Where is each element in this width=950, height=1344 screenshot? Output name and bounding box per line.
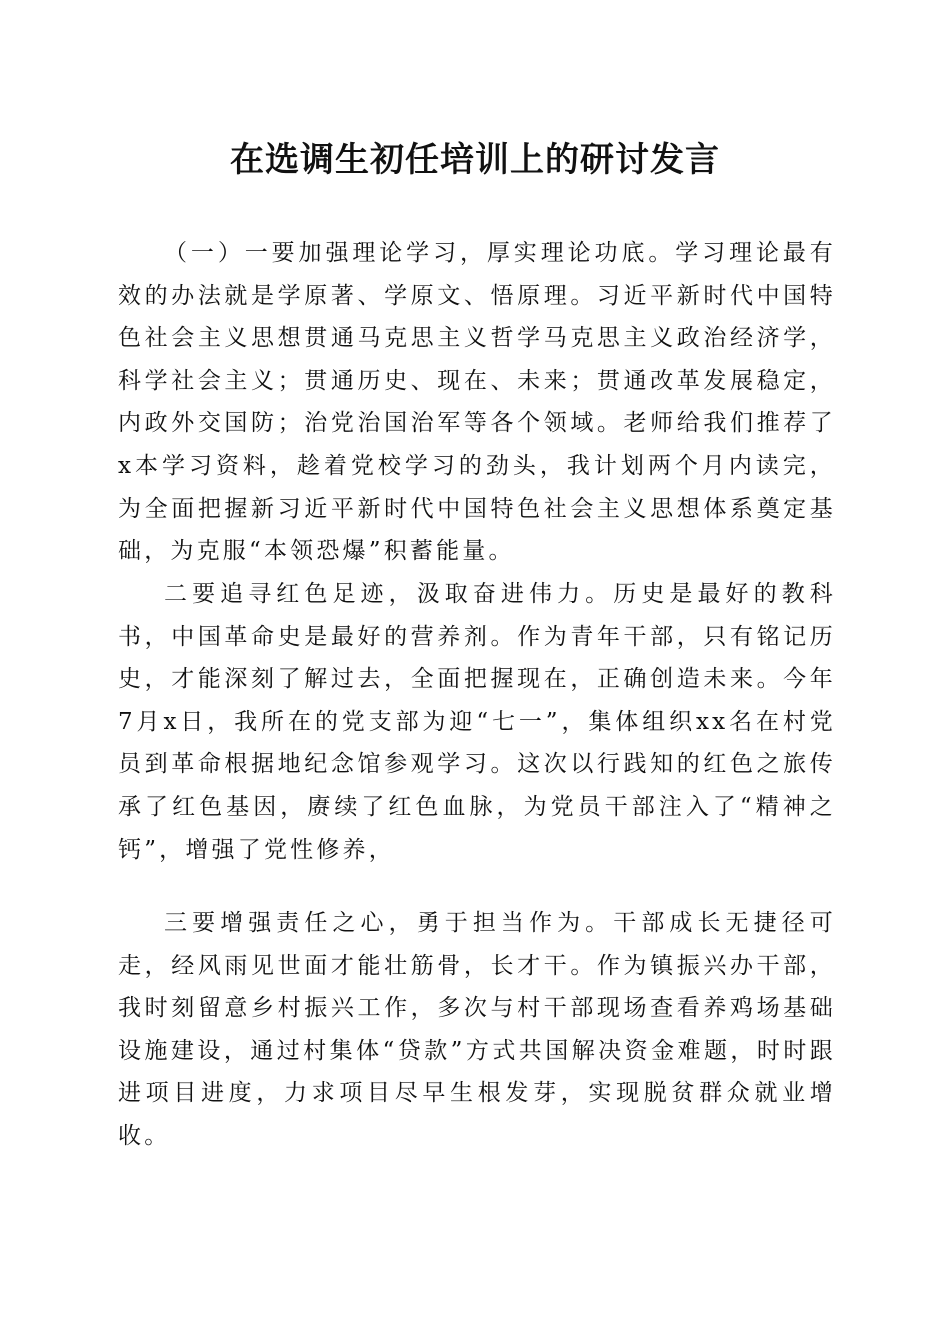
paragraph-responsibility: 三要增强责任之心，勇于担当作为。干部成长无捷径可走，经风雨见世面才能壮筋骨，长才干。作为镇振兴办干部，我时刻留意乡村振兴工作，多次与村干部现场查看养鸡场基础设施建设，通过村集体“贷款”方式共国解决资金难题，时时跟进项目进度，力求项目尽早生根发芽，实现脱贫群众就业增收。 xyxy=(118,910,836,1149)
document-title: 在选调生初任培训上的研讨发言 xyxy=(230,140,720,180)
paragraph-theory-study: （一）一要加强理论学习，厚实理论功底。学习理论最有效的办法就是学原著、学原文、悟原理。习近平新时代中国特色社会主义思想贯通马克思主义哲学马克思主义政治经济学，科学社会主义；贯通历史、现在、未来；贯通改革发展稳定，内政外交国防；治党治国治军等各个领域。老师给我们推荐了x本学习资料，趁着党校学习的劲头，我计划两个月内读完，为全面把握新习近平新时代中国特色社会主义思想体系奠定基础，为克服“本领恐爆”积蓄能量。 xyxy=(118,240,836,565)
paragraph-red-footprints: 二要追寻红色足迹，汲取奋进伟力。历史是最好的教科书，中国革命史是最好的营养剂。作为青年干部，只有铭记历史，才能深刻了解过去，全面把握现在，正确创造未来。今年7月x日，我所在的党支部为迎“七一”，集体组织xx名在村党员到革命根据地纪念馆参观学习。这次以行践知的红色之旅传承了红色基因，赓续了红色血脉，为党员干部注入了“精神之钙”，增强了党性修养， xyxy=(118,581,836,863)
